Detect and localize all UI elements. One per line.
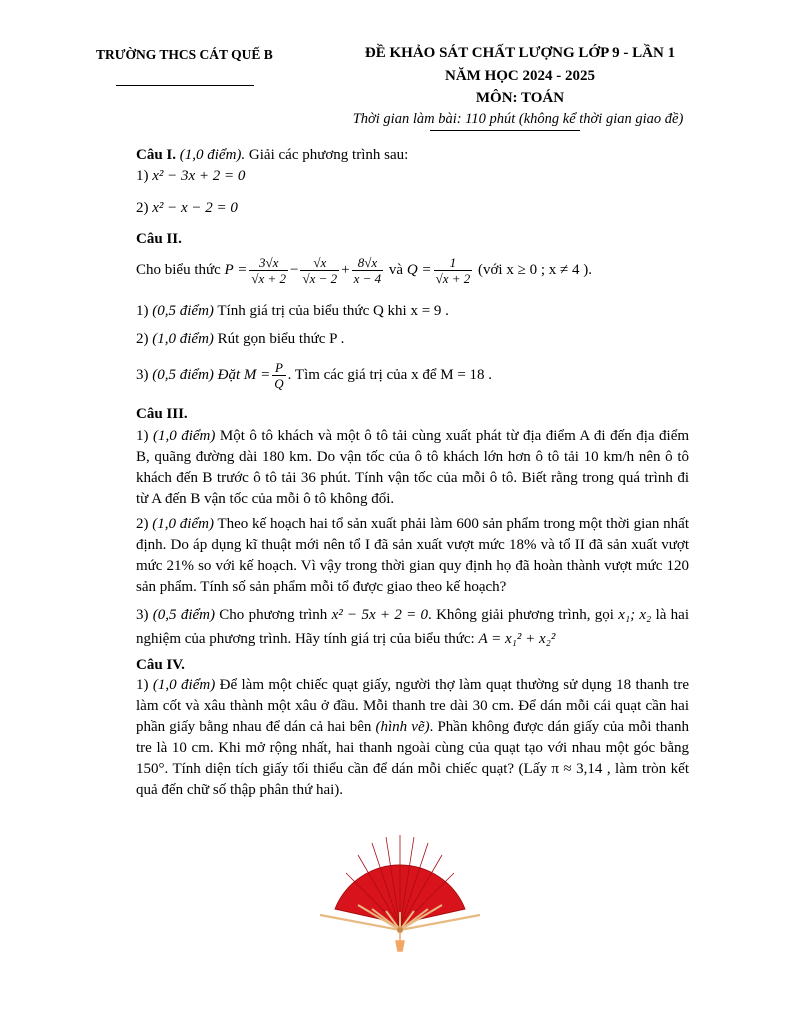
points: (1,0 điểm). xyxy=(179,147,246,163)
equation: x² − 3x + 2 = 0 xyxy=(152,168,246,184)
fraction-2: $\frac{√x}{√x - 2}$ xyxy=(302,255,338,287)
question-label: Câu I. xyxy=(136,147,177,163)
q2-part-2: 2) (1,0 điểm) Rút gọn biểu thức P . xyxy=(136,331,345,347)
fraction-1: $\frac{3√x}{√x + 2}$ xyxy=(251,255,286,287)
exam-title: ĐỀ KHẢO SÁT CHẤT LƯỢNG LỚP 9 - LẦN 1 xyxy=(364,45,676,61)
points: (0,5 điểm) xyxy=(152,367,214,383)
fan-tassel xyxy=(396,933,404,951)
subject: MÔN: TOÁN xyxy=(475,90,565,106)
points: (1,0 điểm) xyxy=(153,428,216,444)
q3-part-1: 1) (1,0 điểm) Một ô tô khách và một ô tô tải cùng xuất phát từ địa điểm A đi đến địa điểm B, quãng đường dài 180 km. Do vận tốc của ô tô khách lớn hơn ô tô tải 10 km/h nên ô tô khách đến B trước ô tô tải 36 phút. Tính vận tốc của mỗi ô tô. Biết rằng trong quá trình đi từ A đến B vận tốc của mỗi ô tô không đổi. xyxy=(136,428,690,507)
time-allowed: Thời gian làm bài: 110 phút (không kể thời gian giao đề) xyxy=(352,111,684,127)
school-year: NĂM HỌC 2024 - 2025 xyxy=(445,68,595,84)
equation: x² − 5x + 2 = 0 xyxy=(331,607,429,623)
question-text: Giải các phương trình sau: xyxy=(248,147,409,163)
points: (0,5 điểm) xyxy=(152,607,215,623)
points: (1,0 điểm) xyxy=(152,516,214,532)
fan-pivot xyxy=(397,927,403,933)
item-number: 1) xyxy=(136,168,149,184)
expression-a: A = x₁² + x₂² xyxy=(478,631,556,647)
points: (0,5 điểm) xyxy=(152,303,214,319)
q3-part-2: 2) (1,0 điểm) Theo kế hoạch hai tổ sản xuất phải làm 600 sản phẩm trong một thời gian nhất định. Do áp dụng kĩ thuật mới nên tổ I đã sản xuất vượt mức 18% và tổ II đã sản xuất vượt mức 21% so với kế hoạch. Vì vậy trong thời gian quy định họ đã hoàn thành vượt mức 120 sản phẩm. Tính số sản phẩm mỗi tổ được giao theo kế hoạch? xyxy=(136,516,689,595)
equation-1 xyxy=(136,166,245,186)
fraction-p-over-q: $\frac{P}{Q}$ xyxy=(274,360,284,392)
q2-part-3: 3) (0,5 điểm) Đặt M = $\frac{P}{Q}$ . Tìm các giá trị của x để M = 18 . xyxy=(136,360,493,392)
and-text: và xyxy=(388,262,404,278)
q2-part-1: 1) (0,5 điểm) Tính giá trị của biểu thức Q khi x = 9 . xyxy=(136,303,449,319)
figure-reference: (hình vẽ) xyxy=(375,719,430,735)
school-name: TRƯỜNG THCS CÁT QUẾ B xyxy=(96,47,273,62)
fraction-3: $\frac{8√x}{x - 4}$ xyxy=(353,255,382,287)
fraction-q: $\frac{1}{√x + 2}$ xyxy=(435,255,471,287)
q3-part-3: 3) (0,5 điểm) Cho phương trình x² − 5x + 2 = 0. Không giải phương trình, gọi x₁; x₂ là hai nghiệm của phương trình. Hãy tính giá trị của biểu thức: A = x₁² + x₂² xyxy=(136,607,690,647)
roots: x₁; x₂ xyxy=(618,607,652,623)
condition: (với x ≥ 0 ; x ≠ 4 ). xyxy=(478,262,592,278)
item-number: 2) xyxy=(136,200,149,216)
question-2-label: Câu II. xyxy=(136,231,182,247)
q-lhs: Q = xyxy=(406,262,432,278)
q4-part-1: 1) (1,0 điểm) Để làm một chiếc quạt giấy, người thợ làm quạt thường sử dụng 18 thanh tre làm cốt và xâu thành một xâu ở đầu. Mỗi thanh tre dài 30 cm. Để dán mỗi cái quạt cần hai phần giấy bằng nhau để dán cả hai bên (hình vẽ). Phần không được dán giấy của mỗi thanh tre là 10 cm. Khi mở rộng nhất, hai thanh ngoài cùng của quạt tạo với nhau một góc bằng 150°. Tính diện tích giấy tối thiểu cần để dán mỗi chiếc quạt? (Lấy π ≈ 3,14 , làm tròn kết quả đến chữ số thập phân thứ hai). xyxy=(136,677,690,798)
school-underline xyxy=(116,85,254,86)
equation-2 xyxy=(136,198,238,218)
expression-definition: Cho biểu thức P = $\frac{3√x}{√x + 2}$ − $\frac{√x}{√x - 2}$ + $\frac{8√x}{x - 4}$ và Q = $\frac{1}{√x + 2}$ (với x ≥ 0 ; x ≠ 4 ). xyxy=(136,255,592,287)
equation: x² − x − 2 = 0 xyxy=(152,200,238,216)
folding-fan-image xyxy=(300,805,500,955)
points: (1,0 điểm) xyxy=(152,677,216,693)
question-3-label: Câu III. xyxy=(136,406,188,422)
question-1-heading xyxy=(136,145,408,165)
p-lhs: P = xyxy=(224,262,248,278)
intro-text: Cho biểu thức xyxy=(136,262,221,278)
points: (1,0 điểm) xyxy=(152,331,214,347)
question-4-label: Câu IV. xyxy=(136,657,185,673)
time-underline xyxy=(430,130,580,131)
